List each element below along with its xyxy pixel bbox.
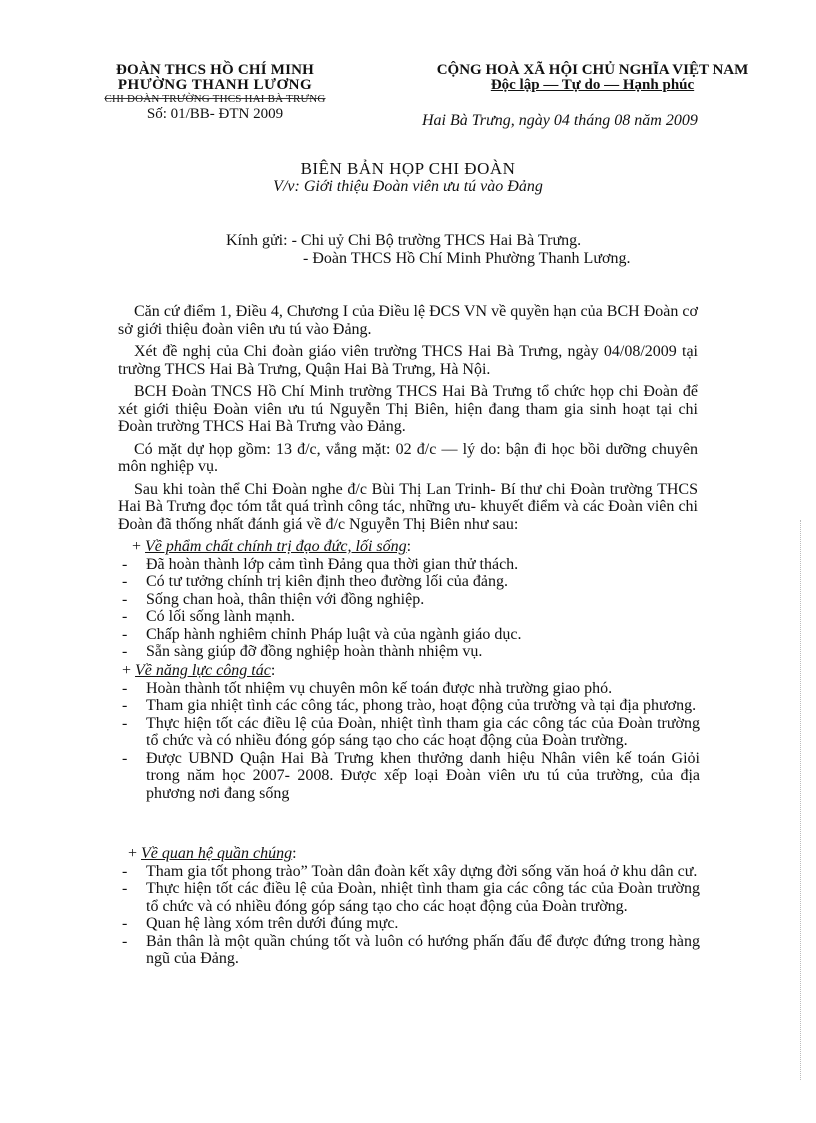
header-left <box>70 62 360 123</box>
list-item: - Sẵn sàng giúp đỡ đồng nghiệp hoàn thành nhiệm vụ. <box>122 643 483 660</box>
org-branch: CHI ĐOÀN TRƯỜNG THCS HAI BÀ TRƯNG <box>104 93 326 105</box>
list-item: - Thực hiện tốt các điều lệ của Đoàn, nhiệt tình tham gia các công tác của Đoàn trường tổ chức và có nhiều đóng góp sáng tạo cho các hoạt động của Đoàn trường. <box>122 880 700 915</box>
national-motto: Độc lập — Tự do — Hạnh phúc <box>490 77 695 93</box>
section-public-relations <box>118 845 700 968</box>
document-number: Số: 01/BB- ĐTN 2009 <box>146 106 284 122</box>
list-item: - Đã hoàn thành lớp cảm tình Đảng qua thời gian thử thách. <box>122 555 519 573</box>
list-item: - Sống chan hoà, thân thiện với đồng nghiệp. <box>122 590 425 608</box>
list-item: - Hoàn thành tốt nhiệm vụ chuyên môn kế toán được nhà trường giao phó. <box>122 679 613 697</box>
section-heading: + Về phẩm chất chính trị đạo đức, lối sống: <box>132 538 412 555</box>
paragraph: Xét đề nghị của Chi đoàn giáo viên trường THCS Hai Bà Trưng, ngày 04/08/2009 tại trường THCS Hai Bà Trưng, Quận Hai Bà Trưng, Hà Nội. <box>118 343 698 378</box>
org-name: ĐOÀN THCS HỒ CHÍ MINH <box>115 62 315 78</box>
date-line: Hai Bà Trưng, ngày 04 tháng 08 năm 2009 <box>422 112 698 129</box>
paragraph: Sau khi toàn thể Chi Đoàn nghe đ/c Bùi Thị Lan Trinh- Bí thư chi Đoàn trường THCS Hai Bà Trưng đọc tóm tắt quá trình công tác, những ưu- khuyết điểm và các Đoàn viên chi Đoàn đã thống nhất đánh giá về đ/c Nguyễn Thị Biên như sau: <box>118 480 698 533</box>
body-paragraphs <box>118 303 698 538</box>
list-item: - Có lối sống lành mạnh. <box>122 608 295 625</box>
page-edge-rule <box>800 520 802 1080</box>
list-item: - Được UBND Quận Hai Bà Trưng khen thưởng danh hiệu Nhân viên kế toán Giỏi trong năm học 2007- 2008. Được xếp loại Đoàn viên ưu tú của trường, của địa phương nơi đang sống <box>122 749 700 802</box>
section-list <box>118 556 700 661</box>
list-item: - Bản thân là một quần chúng tốt và luôn có hướng phấn đấu để được đứng trong hàng ngũ của Đảng. <box>122 932 700 967</box>
document-subtitle: V/v: Giới thiệu Đoàn viên ưu tú vào Đảng <box>273 178 543 195</box>
document-title: BIÊN BẢN HỌP CHI ĐOÀN <box>300 159 516 178</box>
paragraph: BCH Đoàn TNCS Hồ Chí Minh trường THCS Hai Bà Trưng tổ chức họp chi Đoàn để xét giới thiệu Đoàn viên ưu tú Nguyễn Thị Biên, hiện đang tham gia sinh hoạt tại chi Đoàn trường THCS Hai Bà Trưng vào Đảng. <box>118 383 698 435</box>
section-list <box>118 680 700 803</box>
list-item: - Có tư tưởng chính trị kiên định theo đường lối của đảng. <box>122 573 508 590</box>
section-heading: + Về năng lực công tác: <box>122 662 276 679</box>
paragraph: Căn cứ điểm 1, Điều 4, Chương I của Điều lệ ĐCS VN về quyền hạn của BCH Đoàn cơ sở giới thiệu đoàn viên ưu tú vào Đảng. <box>118 303 698 338</box>
org-ward: PHƯỜNG THANH LƯƠNG <box>117 77 313 93</box>
list-item: - Tham gia nhiệt tình các công tác, phong trào, hoạt động của trường và tại địa phương. <box>122 697 697 714</box>
list-item: - Quan hệ làng xóm trên dưới đúng mực. <box>122 915 399 932</box>
header-right <box>420 62 765 93</box>
section-political-quality <box>118 538 700 661</box>
paragraph: Có mặt dự họp gồm: 13 đ/c, vắng mặt: 02 đ/c — lý do: bận đi học bồi dưỡng chuyên môn nghiệp vụ. <box>118 440 698 475</box>
section-work-capacity <box>118 662 700 802</box>
national-title: CỘNG HOÀ XÃ HỘI CHỦ NGHĨA VIỆT NAM <box>436 62 749 78</box>
recipients-line-1: Kính gửi: - Chi uỷ Chi Bộ trường THCS Hai Bà Trưng. <box>226 232 582 249</box>
list-item: - Thực hiện tốt các điều lệ của Đoàn, nhiệt tình tham gia các công tác của Đoàn trường tổ chức và có nhiều đóng góp sáng tạo cho các hoạt động của Đoàn trường. <box>122 714 700 749</box>
recipients-line-2: - Đoàn THCS Hồ Chí Minh Phường Thanh Lương. <box>303 250 631 267</box>
list-item: - Tham gia tốt phong trào” Toàn dân đoàn kết xây dựng đời sống văn hoá ở khu dân cư. <box>122 862 698 880</box>
list-item: - Chấp hành nghiêm chỉnh Pháp luật và của ngành giáo dục. <box>122 625 522 643</box>
section-list <box>118 863 700 968</box>
section-heading: + Về quan hệ quần chúng: <box>128 845 297 862</box>
